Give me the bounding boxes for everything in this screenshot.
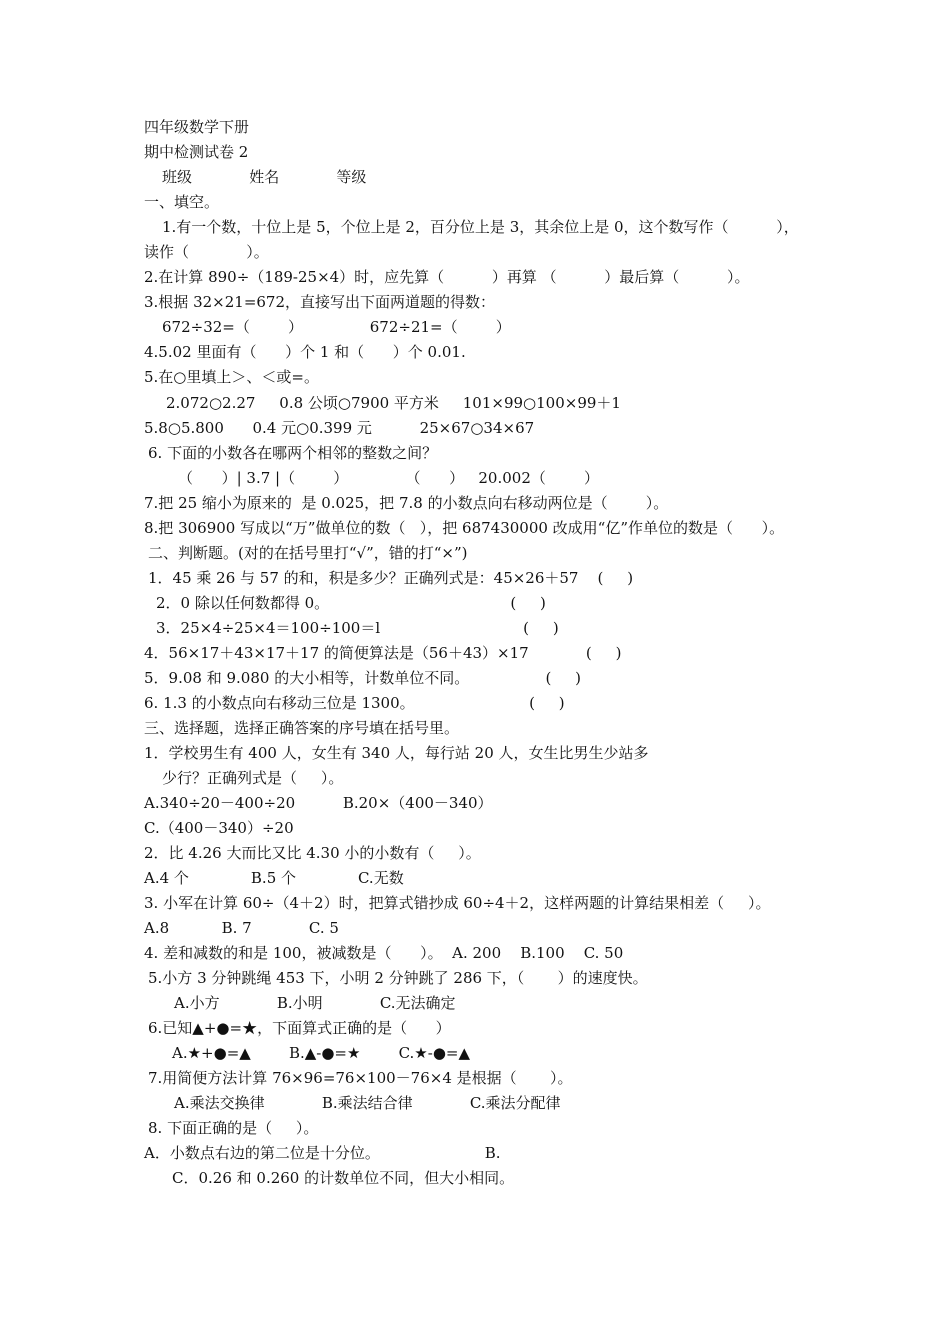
- fill-question-line: 5.8○5.800 0.4 元○0.399 元 25×67○34×67: [144, 419, 535, 437]
- choice-question-line: A.4 个 B.5 个 C.无数: [144, 869, 404, 887]
- section-choice-heading: 三、选择题，选择正确答案的序号填在括号里。: [144, 719, 460, 737]
- section-judge-heading: 二、判断题。(对的在括号里打“√”，错的打“×”): [148, 544, 468, 562]
- choice-question-line: A.乘法交换律 B.乘法结合律 C.乘法分配律: [174, 1094, 561, 1112]
- section-fill-heading: 一、填空。: [144, 193, 220, 211]
- choice-question-line: 3. 小军在计算 60÷（4＋2）时，把算式错抄成 60÷4＋2，这样两题的计算结果相差（ ）。: [144, 894, 771, 912]
- fill-question-line: 5.在○里填上＞、＜或=。: [144, 368, 319, 386]
- choice-question-line: 4. 差和减数的和是 100，被减数是（ ）。 A. 200 B.100 C. 50: [144, 944, 624, 962]
- choice-question-line: A.★+●=▲ B.▲-●=★ C.★-●=▲: [172, 1044, 471, 1062]
- choice-question-line: A.小方 B.小明 C.无法确定: [174, 994, 456, 1012]
- choice-question-line: 少行？正确列式是（ ）。: [162, 769, 344, 787]
- fill-question-line: 4.5.02 里面有（ ）个 1 和（ ）个 0.01.: [144, 343, 466, 361]
- fill-question-line: 6. 下面的小数各在哪两个相邻的整数之间？: [148, 444, 438, 462]
- choice-question-line: 2．比 4.26 大而比又比 4.30 小的小数有（ ）。: [144, 844, 481, 862]
- fill-question-line: 672÷32=（ ） 672÷21=（ ）: [162, 318, 511, 336]
- choice-question-line: A.8 B. 7 C. 5: [144, 919, 339, 937]
- fill-question-line: 2.072○2.27 0.8 公顷○7900 平方米 101×99○100×99＋1: [166, 394, 621, 412]
- fill-question-line: （ ）| 3.7 |（ ） （ ） 20.002（ ）: [178, 469, 600, 487]
- choice-question-line: A.340÷20－400÷20 B.20×（400－340）: [144, 794, 493, 812]
- fill-question-line: 7.把 25 缩小为原来的 是 0.025，把 7.8 的小数点向右移动两位是（ ）。: [144, 494, 669, 512]
- fill-question-line: 读作（ ）。: [144, 243, 269, 261]
- document-title: 四年级数学下册: [144, 118, 250, 136]
- judge-question-line: 6. 1.3 的小数点向右移动三位是 1300。 ( ): [144, 694, 565, 712]
- fill-question-line: 8.把 306900 写成以“万”做单位的数（ ），把 687430000 改成用“亿”作单位的数是（ ）。: [144, 519, 785, 537]
- fill-question-line: 2.在计算 890÷（189-25×4）时，应先算（ ）再算 （ ）最后算（ ）。: [144, 268, 750, 286]
- choice-question-line: 8. 下面正确的是（ ）。: [148, 1119, 319, 1137]
- choice-question-line: C．0.26 和 0.260 的计数单位不同，但大小相同。: [172, 1169, 515, 1187]
- document-subtitle: 期中检测试卷 2: [144, 143, 249, 161]
- fill-question-line: 3.根据 32×21=672，直接写出下面两道题的得数：: [144, 293, 496, 311]
- student-info-line: 班级 姓名 等级: [162, 168, 367, 186]
- judge-question-line: 1．45 乘 26 与 57 的和，积是多少？正确列式是：45×26＋57 ( ): [148, 569, 634, 587]
- choice-question-line: 7.用简便方法计算 76×96=76×100－76×4 是根据（ ）。: [148, 1069, 573, 1087]
- choice-question-line: 1．学校男生有 400 人，女生有 340 人，每行站 20 人，女生比男生少站多: [144, 744, 649, 762]
- choice-question-line: 6.已知▲+●=★，下面算式正确的是（ ）: [148, 1019, 451, 1037]
- judge-question-line: 5．9.08 和 9.080 的大小相等，计数单位不同。 ( ): [144, 669, 582, 687]
- fill-question-line: 1.有一个数，十位上是 5，个位上是 2，百分位上是 3，其余位上是 0，这个数写作（ ），: [162, 218, 799, 236]
- judge-question-line: 2．0 除以任何数都得 0。 ( ): [156, 594, 546, 612]
- choice-question-line: C.（400－340）÷20: [144, 819, 294, 837]
- choice-question-line: A．小数点右边的第二位是十分位。 B.: [144, 1144, 501, 1162]
- judge-question-line: 3．25×4÷25×4＝100÷100＝l ( ): [156, 619, 559, 637]
- choice-question-line: 5.小方 3 分钟跳绳 453 下，小明 2 分钟跳了 286 下，（ ）的速度快。: [148, 969, 648, 987]
- judge-question-line: 4．56×17＋43×17＋17 的简便算法是（56＋43）×17 ( ): [144, 644, 622, 662]
